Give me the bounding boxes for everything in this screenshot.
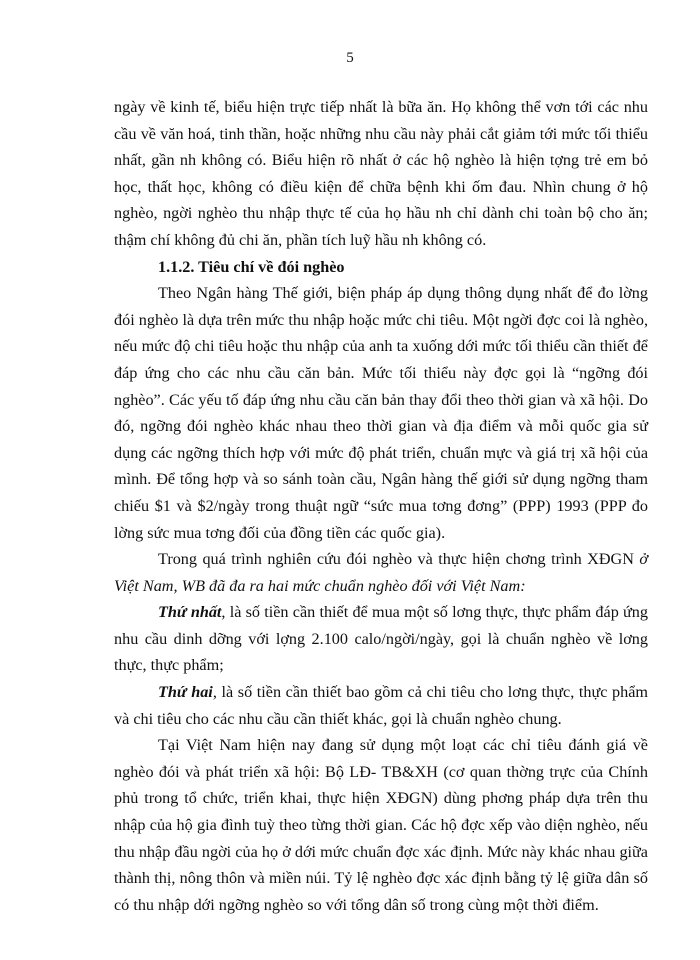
section-heading: 1.1.2. Tiêu chí về đói nghèo	[158, 257, 345, 276]
paragraph-3-part-b: ở Việt Nam, WB đã đa ra hai mức chuẩn nghèo đối với Việt Nam:	[114, 550, 648, 595]
paragraph-4-text: , là số tiền cần thiết để mua một số lơng thực, thực phẩm đáp ứng nhu cầu dinh dỡng với lợng 2.100 calo/ngời/ngày, gọi là chuẩn nghèo về lơng thực, thực phẩm;	[114, 603, 648, 675]
paragraph-4-lead: Thứ nhất	[158, 603, 222, 622]
paragraph-5-lead: Thứ hai	[158, 683, 213, 702]
document-body	[114, 94, 648, 918]
paragraph-1: ngày về kinh tế, biểu hiện trực tiếp nhất là bữa ăn. Họ không thể vơn tới các nhu cầu về văn hoá, tinh thần, hoặc những nhu cầu này phải cắt giảm tới mức tối thiểu nhất, gần nh không có. Biểu hiện rõ nhất ở các hộ nghèo là hiện tợng trẻ em bỏ học, thất học, không có điều kiện để chữa bệnh khi ốm đau. Nhìn chung ở hộ nghèo, ngời nghèo thu nhập thực tế của họ hầu nh chỉ dành chi toàn bộ cho ăn; thậm chí không đủ chi ăn, phần tích luỹ hầu nh không có.	[114, 98, 648, 249]
paragraph-5	[114, 679, 648, 732]
paragraph-4	[114, 599, 648, 679]
paragraph-5-text: , là số tiền cần thiết bao gồm cả chi tiêu cho lơng thực, thực phẩm và chi tiêu cho các nhu cầu cần thiết khác, gọi là chuẩn nghèo chung.	[114, 683, 648, 728]
paragraph-3-part-a: Trong quá trình nghiên cứu đói nghèo và thực hiện chơng trình XĐGN	[158, 550, 640, 569]
page-number: 5	[346, 50, 354, 66]
paragraph-6: Tại Việt Nam hiện nay đang sử dụng một loạt các chỉ tiêu đánh giá về nghèo đói và phát triển xã hội: Bộ LĐ- TB&XH (cơ quan thờng trực của Chính phủ trong tổ chức, triển khai, thực hiện XĐGN) dùng phơng pháp dựa trên thu nhập của hộ gia đình tuỳ theo từng thời gian. Các hộ đợc xếp vào diện nghèo, nếu thu nhập đầu ngời của họ ở dới mức chuẩn đợc xác định. Mức này khác nhau giữa thành thị, nông thôn và miền núi. Tỷ lệ nghèo đợc xác định bằng tỷ lệ giữa dân số có thu nhập dới ngỡng nghèo so với tổng dân số trong cùng một thời điểm.	[114, 736, 648, 914]
paragraph-3	[114, 546, 648, 599]
paragraph-2: Theo Ngân hàng Thế giới, biện pháp áp dụng thông dụng nhất để đo lờng đói nghèo là dựa trên mức thu nhập hoặc mức chi tiêu. Một ngời đợc coi là nghèo, nếu mức độ chi tiêu hoặc thu nhập của anh ta xuống dới mức tối thiểu cần thiết để đáp ứng cho các nhu cầu căn bản. Mức tối thiểu này đợc gọi là “ngỡng đói nghèo”. Các yếu tố đáp ứng nhu cầu căn bản thay đổi theo thời gian và xã hội. Do đó, ngỡng đói nghèo khác nhau theo thời gian và địa điểm và mỗi quốc gia sử dụng các ngỡng thích hợp với mức độ phát triển, chuẩn mực và giá trị xã hội của mình. Để tổng hợp và so sánh toàn cầu, Ngân hàng thế giới sử dụng ngỡng tham chiếu $1 và $2/ngày trong thuật ngữ “sức mua tơng đơng” (PPP) 1993 (PPP đo lờng sức mua tơng đối của đồng tiền các quốc gia).	[114, 284, 648, 542]
